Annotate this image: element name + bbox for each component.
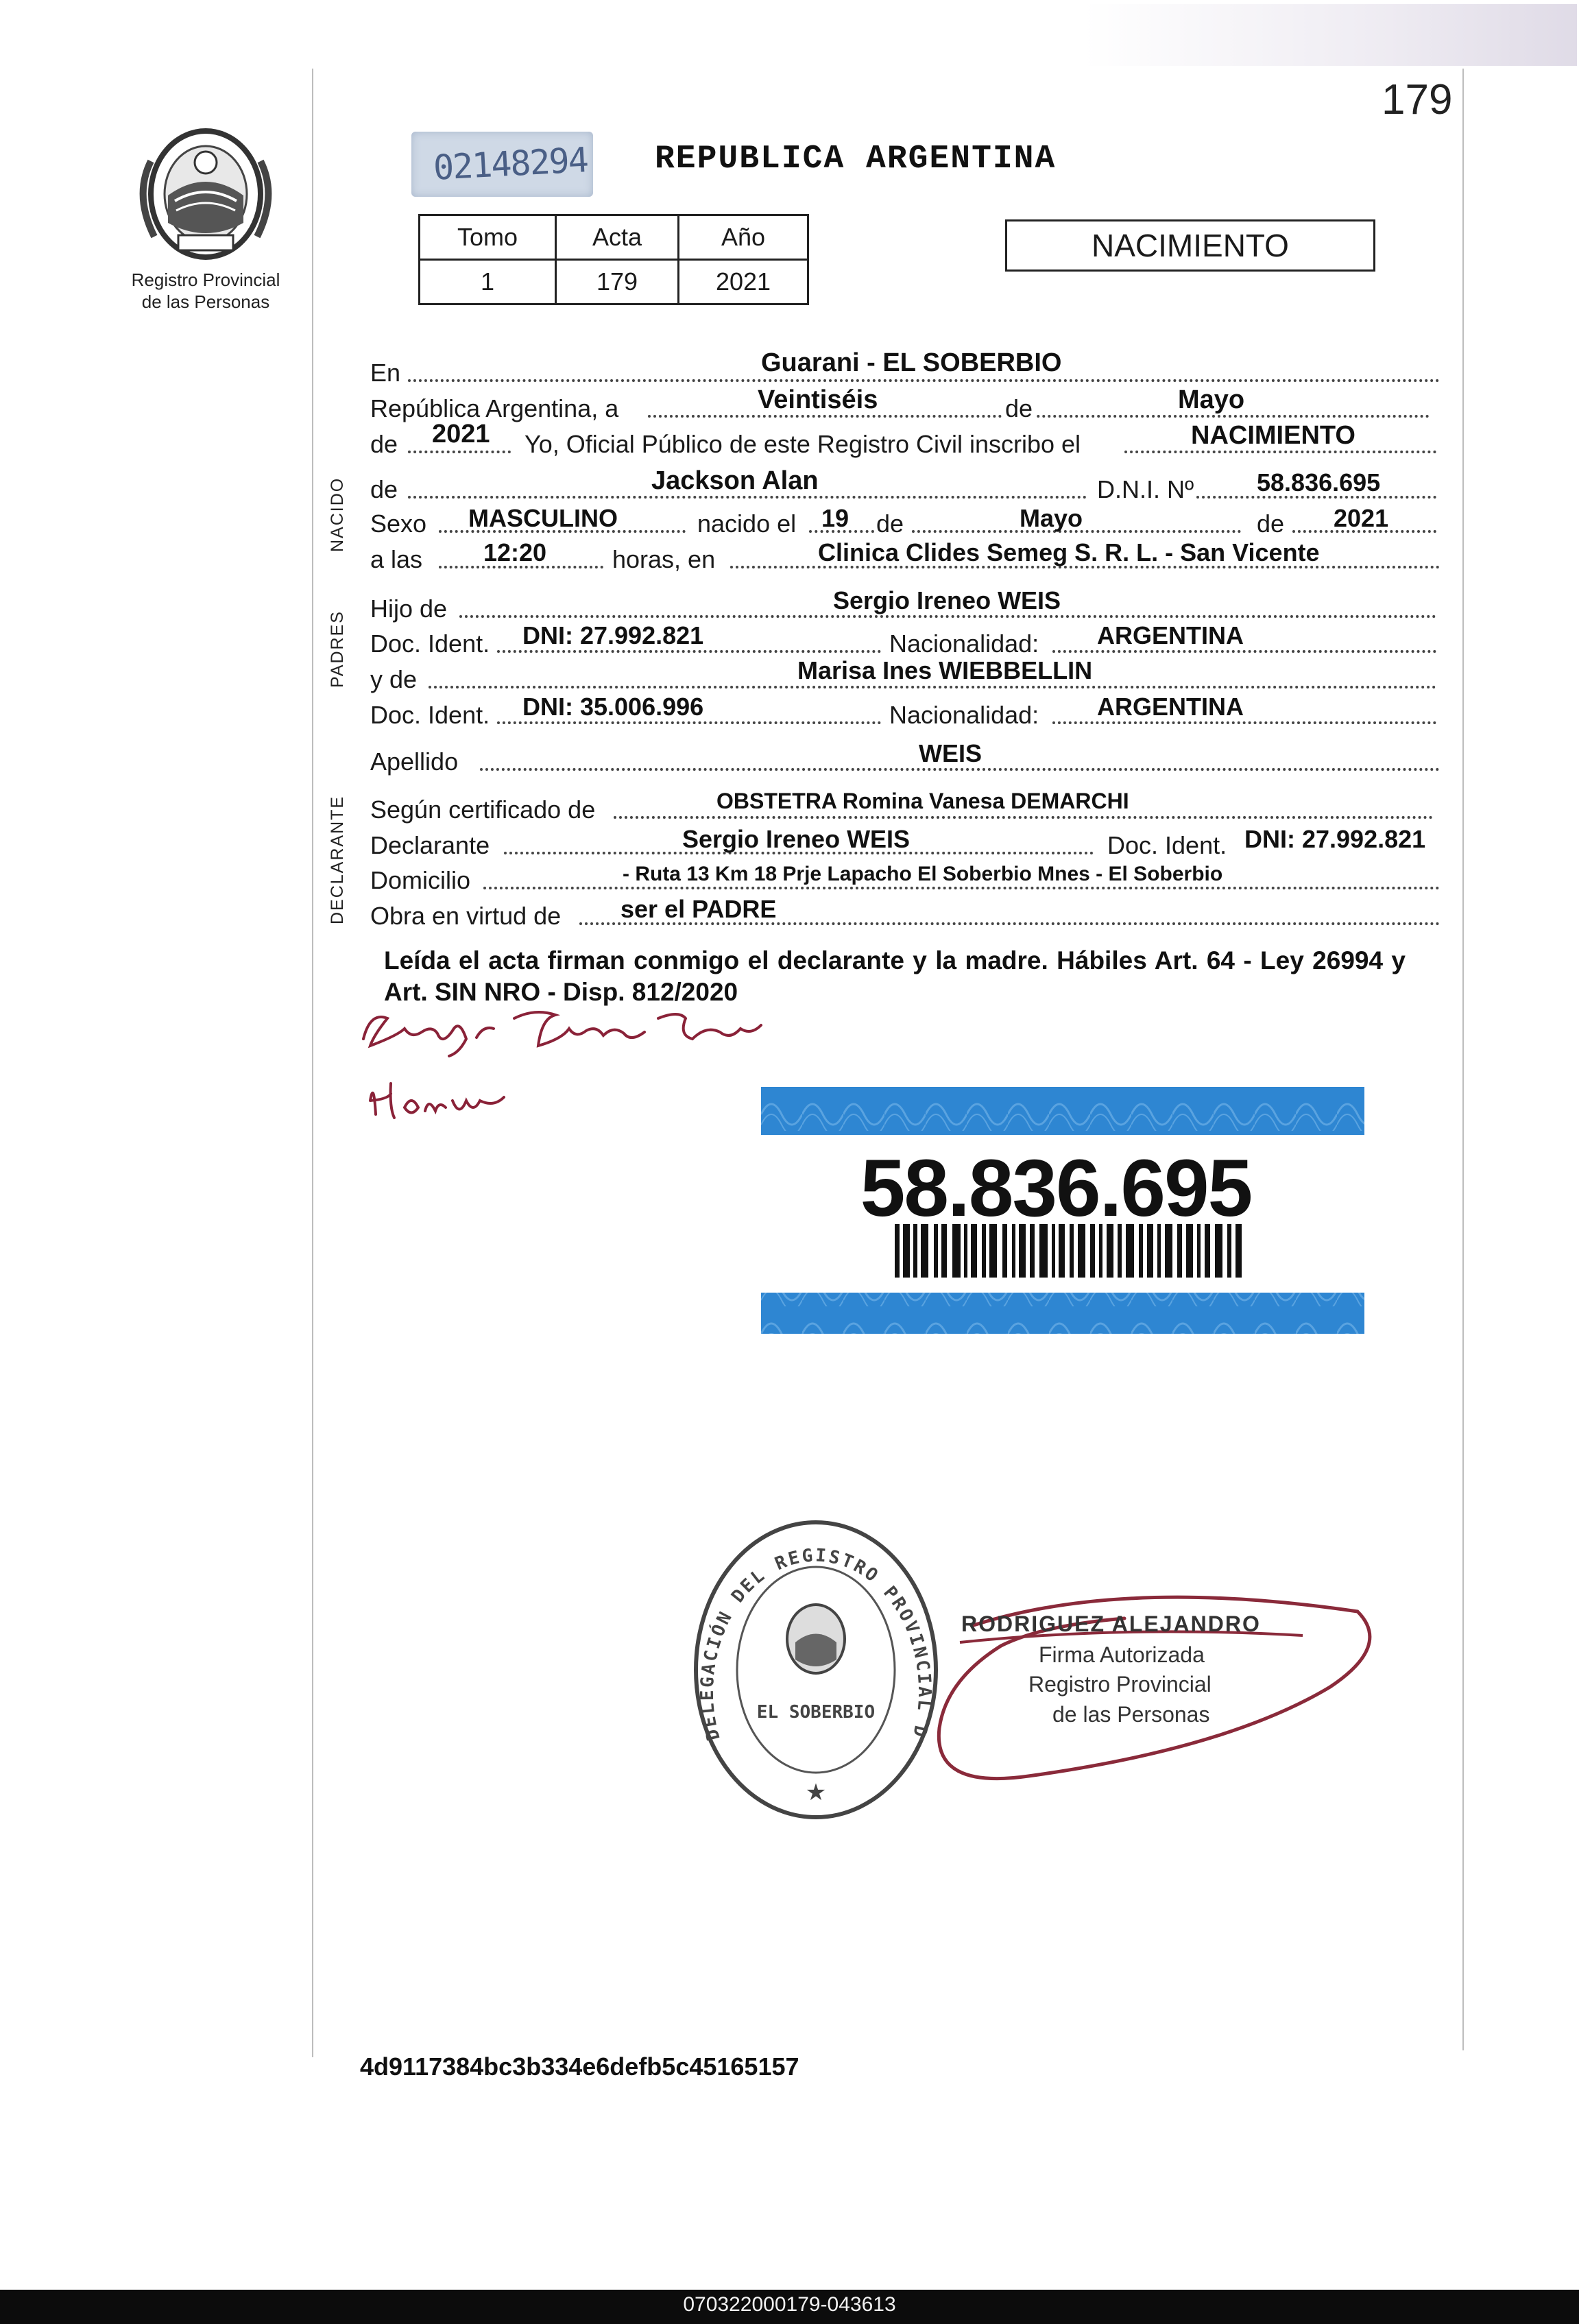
- dotline: [1124, 451, 1436, 453]
- sticker-dni-number: 58.836.695: [860, 1143, 1252, 1234]
- page-number: 179: [1382, 76, 1453, 123]
- closing-paragraph: Leída el acta firman conmigo el declarante y la madre. Hábiles Art. 64 - Ley 26994 y Art. SIN NRO - Disp. 812/2020: [384, 946, 1406, 1006]
- horas-label: horas, en: [612, 545, 716, 573]
- serial-number: 02148294: [432, 140, 589, 188]
- dotline: [497, 721, 881, 724]
- place-value: Guarani - EL SOBERBIO: [761, 348, 1062, 377]
- stamp-line-2: Firma Autorizada: [1039, 1642, 1205, 1667]
- scan-artifact: [1083, 4, 1577, 66]
- seal-outer-text: DELEGACIÓN DEL REGISTRO PROVINCIAL D: [697, 1545, 935, 1742]
- birth-year-value: 2021: [1334, 504, 1389, 532]
- birth-month-value: Mayo: [1020, 504, 1083, 532]
- registry-header-tomo: Tomo: [420, 215, 556, 260]
- act-type-box: NACIMIENTO: [1005, 219, 1375, 272]
- birth-time-value: 12:20: [483, 538, 547, 566]
- seal-inner-text: EL SOBERBIO: [756, 1702, 876, 1723]
- logo-caption-line1: Registro Provincial: [131, 269, 280, 290]
- authorized-signature-stamp: [919, 1570, 1399, 1797]
- birth-place-value: Clinica Clides Semeg S. R. L. - San Vicente: [818, 538, 1320, 566]
- left-margin-line: [312, 69, 313, 2057]
- sexo-value: MASCULINO: [468, 504, 618, 532]
- stamp-name: RODRIGUEZ ALEJANDRO: [961, 1612, 1261, 1636]
- mother-name-value: Marisa Ines WIEBBELLIN: [797, 656, 1093, 684]
- mother-nationality-label: Nacionalidad:: [889, 701, 1039, 729]
- child-dni-value: 58.836.695: [1257, 468, 1381, 496]
- dotline: [1052, 721, 1436, 724]
- dotline: [408, 496, 1087, 499]
- stamp-line-4: de las Personas: [1052, 1702, 1210, 1727]
- registry-header-row: [420, 215, 808, 260]
- document-hash: 4d9117384bc3b334e6defb5c45165157: [360, 2052, 799, 2081]
- dotline: [408, 451, 511, 453]
- domicilio-value: - Ruta 13 Km 18 Prje Lapacho El Soberbio Mnes - El Soberbio: [623, 863, 1223, 885]
- father-nationality-value: ARGENTINA: [1097, 621, 1244, 649]
- obra-value: ser el PADRE: [620, 895, 777, 923]
- registry-value-acta: 179: [556, 260, 679, 304]
- dotline: [480, 768, 1440, 771]
- obra-label: Obra en virtud de: [370, 902, 562, 930]
- section-nacido-label: NACIDO: [328, 477, 347, 552]
- registry-header-acta: Acta: [556, 215, 679, 260]
- officer-text: Yo, Oficial Público de este Registro Civil inscribo el: [525, 430, 1081, 458]
- child-name-value: Jackson Alan: [651, 466, 819, 495]
- de-label: de: [1002, 394, 1035, 423]
- registry-header-ano: Año: [679, 215, 808, 260]
- y-de-label: y de: [370, 665, 418, 693]
- dotline: [648, 415, 1430, 418]
- day-value: Veintiséis: [758, 385, 878, 414]
- registry-value-ano: 2021: [679, 260, 808, 304]
- father-doc-value: DNI: 27.992.821: [522, 621, 704, 649]
- right-margin-line: [1462, 69, 1464, 2050]
- dotline: [459, 615, 1436, 618]
- apellido-value: WEIS: [919, 739, 983, 767]
- birth-de-label-2: de: [1257, 510, 1285, 538]
- dotline: [497, 650, 881, 653]
- official-seal: [686, 1512, 946, 1828]
- nacido-de-label: de: [370, 475, 398, 503]
- sexo-label: Sexo: [370, 510, 427, 538]
- logo-caption: [103, 269, 309, 313]
- birth-day-value: 19: [821, 504, 849, 532]
- birth-de-label: de: [876, 510, 904, 538]
- registry-table: [418, 214, 809, 305]
- cert-value: OBSTETRA Romina Vanesa DEMARCHI: [716, 789, 1129, 813]
- domicilio-label: Domicilio: [370, 866, 471, 894]
- declarante-label: Declarante: [370, 831, 490, 859]
- nacido-el-label: nacido el: [697, 510, 797, 538]
- inscription-value: NACIMIENTO: [1191, 421, 1355, 450]
- father-name-value: Sergio Ireneo WEIS: [833, 586, 1061, 614]
- logo-caption-line2: de las Personas: [141, 291, 270, 312]
- republica-label: República Argentina, a: [370, 394, 619, 422]
- de-label-2: de: [370, 430, 398, 458]
- hijo-de-label: Hijo de: [370, 595, 448, 623]
- provincial-logo: [127, 120, 285, 264]
- year-value: 2021: [432, 420, 490, 448]
- apellido-label: Apellido: [370, 747, 459, 776]
- mother-doc-value: DNI: 35.006.996: [522, 693, 704, 721]
- month-value: Mayo: [1178, 385, 1245, 414]
- dotline: [1052, 650, 1436, 653]
- seal-star-icon: ★: [805, 1780, 827, 1806]
- cert-label: Según certificado de: [370, 795, 596, 824]
- registry-value-row: [420, 260, 808, 304]
- country-title: REPUBLICA ARGENTINA: [655, 141, 1057, 178]
- dni-label: D.N.I. Nº: [1097, 475, 1194, 503]
- section-declarante-label: DECLARANTE: [328, 795, 347, 924]
- declarante-name-value: Sergio Ireneo WEIS: [682, 825, 911, 853]
- declarante-doc-label: Doc. Ident.: [1107, 831, 1227, 859]
- footer-code: 070322000179-043613: [683, 2293, 896, 2316]
- father-nationality-label: Nacionalidad:: [889, 630, 1039, 658]
- registry-value-tomo: 1: [420, 260, 556, 304]
- father-doc-label: Doc. Ident.: [370, 630, 490, 658]
- mother-nationality-value: ARGENTINA: [1097, 693, 1244, 721]
- declarante-doc-value: DNI: 27.992.821: [1244, 825, 1426, 853]
- a-las-label: a las: [370, 545, 423, 573]
- en-label: En: [370, 359, 401, 387]
- section-padres-label: PADRES: [328, 610, 347, 688]
- dotline: [408, 379, 1440, 382]
- dotline: [429, 686, 1436, 688]
- dotline: [483, 887, 1440, 889]
- dotline: [614, 816, 1433, 819]
- stamp-line-3: Registro Provincial: [1028, 1672, 1212, 1697]
- mother-doc-label: Doc. Ident.: [370, 701, 490, 729]
